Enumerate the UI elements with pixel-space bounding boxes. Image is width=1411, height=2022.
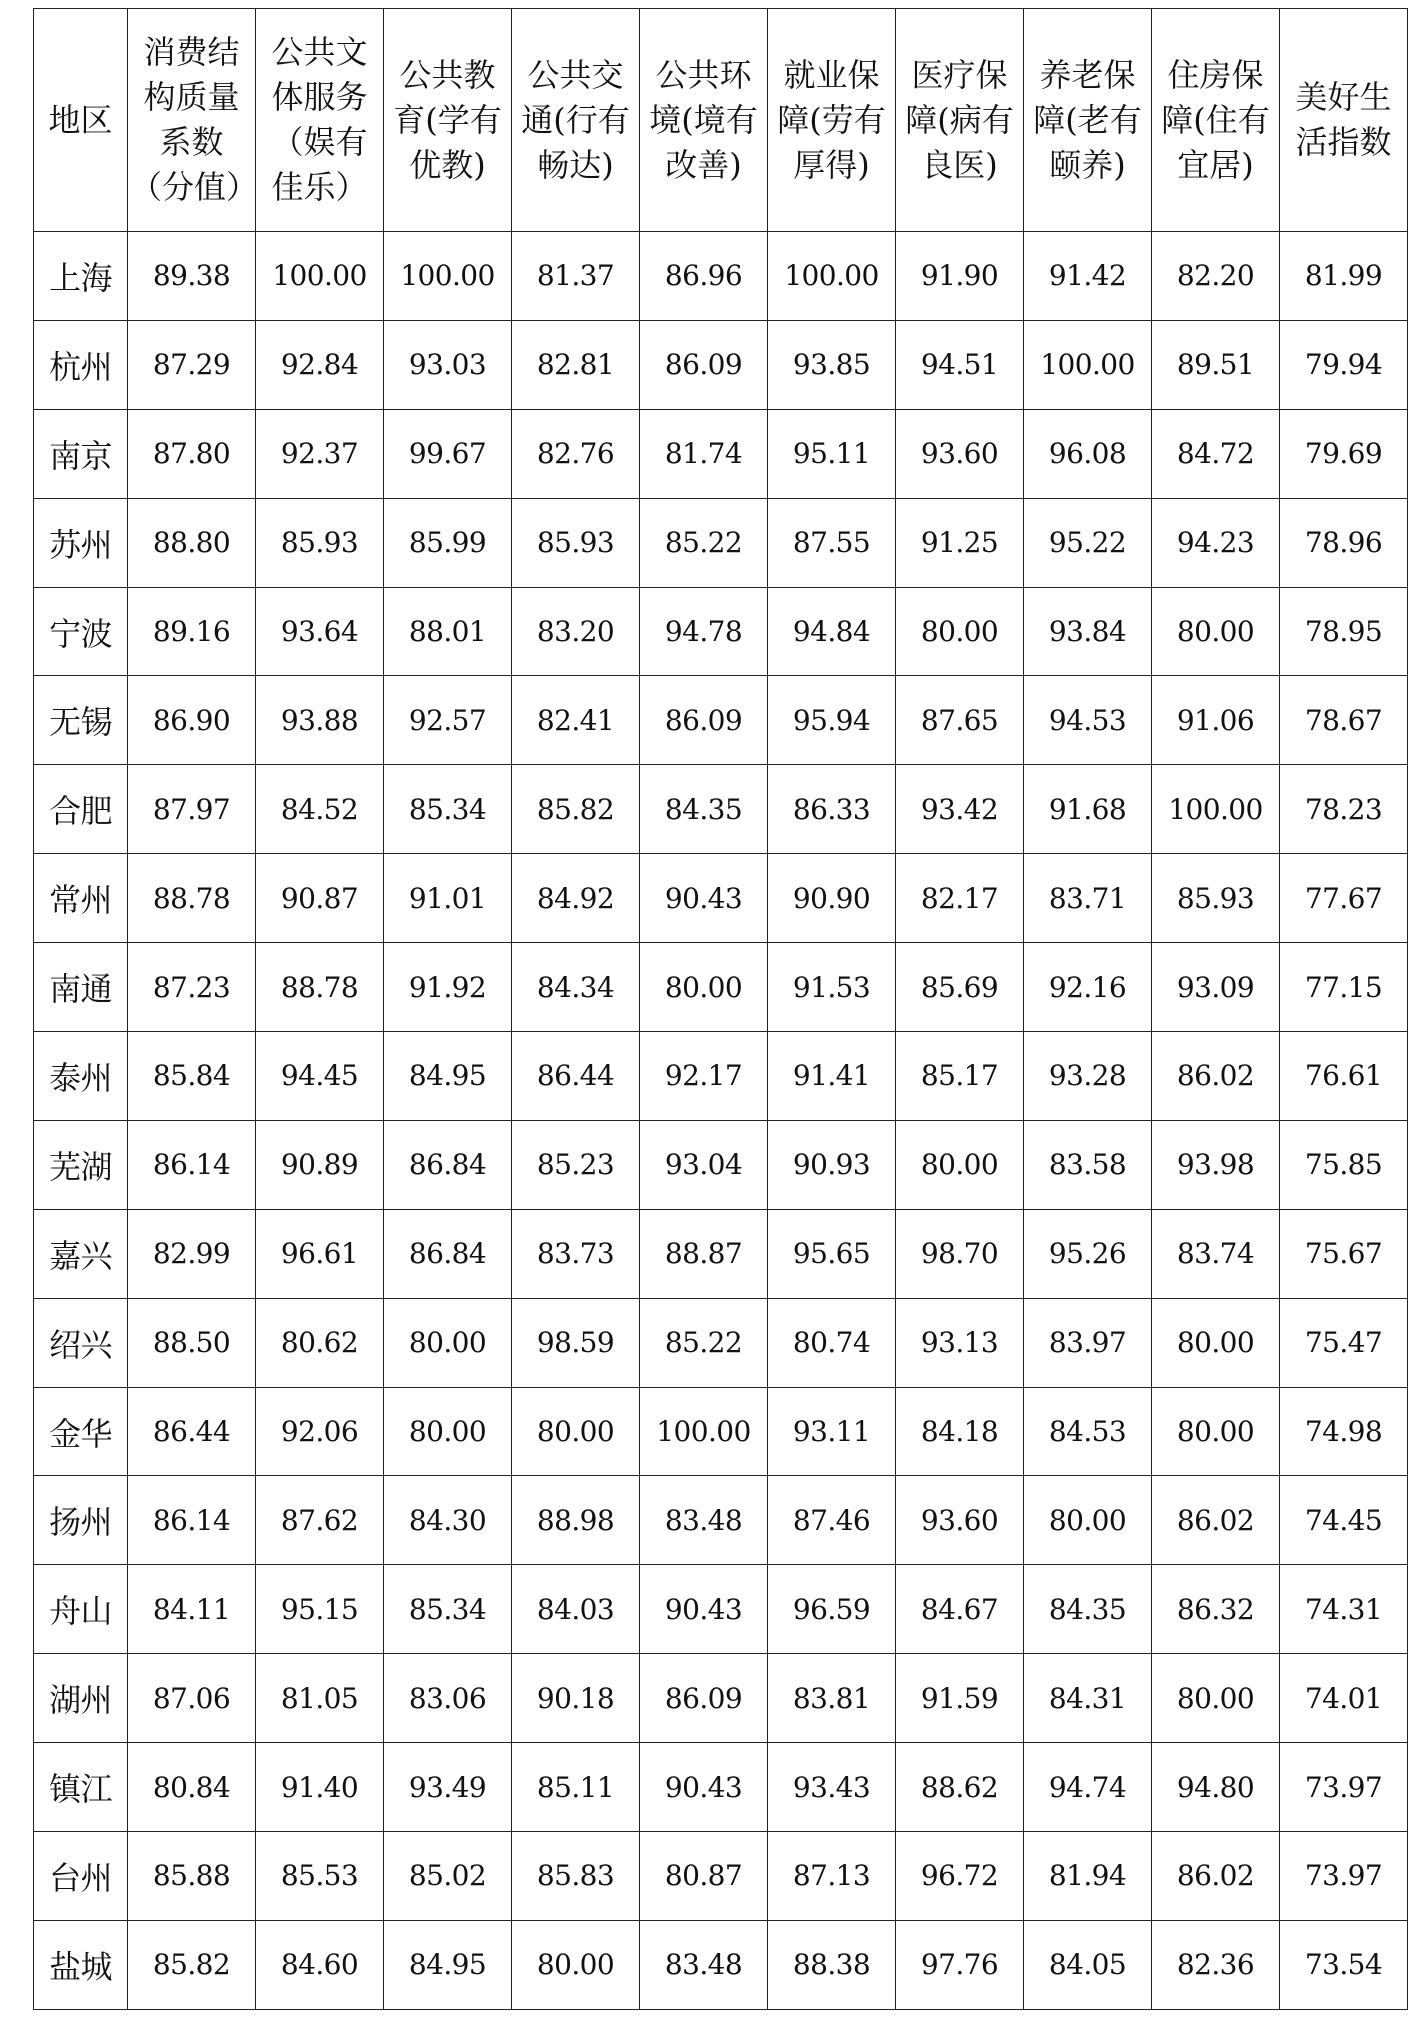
value-cell: 84.18: [896, 1387, 1024, 1476]
value-cell: 84.67: [896, 1565, 1024, 1654]
value-cell: 83.74: [1152, 1209, 1280, 1298]
value-cell: 85.11: [512, 1743, 640, 1832]
value-cell: 96.72: [896, 1832, 1024, 1921]
value-cell: 93.04: [640, 1120, 768, 1209]
value-cell: 85.34: [384, 1565, 512, 1654]
value-cell: 84.35: [640, 765, 768, 854]
value-cell: 80.00: [1152, 587, 1280, 676]
value-cell: 83.48: [640, 1476, 768, 1565]
value-cell: 94.23: [1152, 498, 1280, 587]
value-cell: 93.88: [256, 676, 384, 765]
table-row: [34, 1209, 1408, 1298]
column-header: 公共环境(境有改善): [640, 9, 768, 232]
value-cell: 89.51: [1152, 320, 1280, 409]
value-cell: 90.18: [512, 1654, 640, 1743]
value-cell: 86.02: [1152, 1476, 1280, 1565]
value-cell: 74.01: [1280, 1654, 1408, 1743]
region-cell: 南通: [34, 943, 128, 1032]
value-cell: 93.11: [768, 1387, 896, 1476]
value-cell: 95.15: [256, 1565, 384, 1654]
value-cell: 85.93: [1152, 854, 1280, 943]
value-cell: 74.45: [1280, 1476, 1408, 1565]
column-header: 医疗保障(病有良医): [896, 9, 1024, 232]
value-cell: 83.97: [1024, 1298, 1152, 1387]
value-cell: 96.08: [1024, 409, 1152, 498]
table-row: [34, 1476, 1408, 1565]
value-cell: 87.06: [128, 1654, 256, 1743]
value-cell: 95.22: [1024, 498, 1152, 587]
value-cell: 89.16: [128, 587, 256, 676]
value-cell: 94.53: [1024, 676, 1152, 765]
value-cell: 85.53: [256, 1832, 384, 1921]
region-cell: 泰州: [34, 1032, 128, 1121]
value-cell: 80.62: [256, 1298, 384, 1387]
value-cell: 86.32: [1152, 1565, 1280, 1654]
value-cell: 84.11: [128, 1565, 256, 1654]
value-cell: 84.95: [384, 1032, 512, 1121]
value-cell: 99.67: [384, 409, 512, 498]
value-cell: 86.84: [384, 1209, 512, 1298]
value-cell: 93.28: [1024, 1032, 1152, 1121]
value-cell: 86.84: [384, 1120, 512, 1209]
region-cell: 湖州: [34, 1654, 128, 1743]
region-cell: 台州: [34, 1832, 128, 1921]
region-cell: 绍兴: [34, 1298, 128, 1387]
value-cell: 85.93: [256, 498, 384, 587]
column-header: 公共交通(行有畅达): [512, 9, 640, 232]
value-cell: 81.99: [1280, 232, 1408, 321]
value-cell: 84.52: [256, 765, 384, 854]
value-cell: 96.61: [256, 1209, 384, 1298]
column-header: 公共文体服务（娱有佳乐）: [256, 9, 384, 232]
value-cell: 91.06: [1152, 676, 1280, 765]
header-row: [34, 9, 1408, 232]
value-cell: 86.09: [640, 1654, 768, 1743]
value-cell: 78.67: [1280, 676, 1408, 765]
value-cell: 78.96: [1280, 498, 1408, 587]
value-cell: 84.34: [512, 943, 640, 1032]
value-cell: 93.42: [896, 765, 1024, 854]
region-cell: 嘉兴: [34, 1209, 128, 1298]
value-cell: 90.93: [768, 1120, 896, 1209]
value-cell: 91.53: [768, 943, 896, 1032]
value-cell: 98.59: [512, 1298, 640, 1387]
value-cell: 92.06: [256, 1387, 384, 1476]
table-row: [34, 1120, 1408, 1209]
value-cell: 84.95: [384, 1920, 512, 2009]
value-cell: 84.92: [512, 854, 640, 943]
value-cell: 87.65: [896, 676, 1024, 765]
table-body: [34, 232, 1408, 2010]
value-cell: 80.84: [128, 1743, 256, 1832]
value-cell: 85.22: [640, 498, 768, 587]
value-cell: 77.15: [1280, 943, 1408, 1032]
value-cell: 80.00: [1024, 1476, 1152, 1565]
value-cell: 100.00: [1024, 320, 1152, 409]
value-cell: 83.06: [384, 1654, 512, 1743]
value-cell: 88.78: [256, 943, 384, 1032]
value-cell: 98.70: [896, 1209, 1024, 1298]
value-cell: 82.20: [1152, 232, 1280, 321]
value-cell: 93.13: [896, 1298, 1024, 1387]
value-cell: 87.80: [128, 409, 256, 498]
region-cell: 舟山: [34, 1565, 128, 1654]
value-cell: 75.47: [1280, 1298, 1408, 1387]
value-cell: 90.87: [256, 854, 384, 943]
value-cell: 85.82: [512, 765, 640, 854]
value-cell: 88.38: [768, 1920, 896, 2009]
value-cell: 89.38: [128, 232, 256, 321]
value-cell: 80.87: [640, 1832, 768, 1921]
value-cell: 100.00: [256, 232, 384, 321]
value-cell: 81.37: [512, 232, 640, 321]
table-row: [34, 587, 1408, 676]
value-cell: 93.09: [1152, 943, 1280, 1032]
value-cell: 82.41: [512, 676, 640, 765]
value-cell: 86.44: [128, 1387, 256, 1476]
value-cell: 85.69: [896, 943, 1024, 1032]
region-cell: 南京: [34, 409, 128, 498]
value-cell: 85.82: [128, 1920, 256, 2009]
value-cell: 83.20: [512, 587, 640, 676]
value-cell: 87.46: [768, 1476, 896, 1565]
value-cell: 84.05: [1024, 1920, 1152, 2009]
value-cell: 84.53: [1024, 1387, 1152, 1476]
value-cell: 93.03: [384, 320, 512, 409]
value-cell: 82.76: [512, 409, 640, 498]
value-cell: 88.01: [384, 587, 512, 676]
table-row: [34, 943, 1408, 1032]
value-cell: 94.84: [768, 587, 896, 676]
value-cell: 85.88: [128, 1832, 256, 1921]
value-cell: 86.09: [640, 320, 768, 409]
value-cell: 86.02: [1152, 1032, 1280, 1121]
value-cell: 75.67: [1280, 1209, 1408, 1298]
value-cell: 93.60: [896, 409, 1024, 498]
value-cell: 90.43: [640, 854, 768, 943]
value-cell: 85.22: [640, 1298, 768, 1387]
value-cell: 80.00: [1152, 1387, 1280, 1476]
value-cell: 92.84: [256, 320, 384, 409]
region-cell: 无锡: [34, 676, 128, 765]
table-row: [34, 1654, 1408, 1743]
region-cell: 杭州: [34, 320, 128, 409]
value-cell: 74.98: [1280, 1387, 1408, 1476]
value-cell: 87.13: [768, 1832, 896, 1921]
value-cell: 80.00: [384, 1298, 512, 1387]
value-cell: 86.33: [768, 765, 896, 854]
value-cell: 90.43: [640, 1743, 768, 1832]
value-cell: 80.00: [896, 1120, 1024, 1209]
value-cell: 100.00: [640, 1387, 768, 1476]
region-cell: 芜湖: [34, 1120, 128, 1209]
value-cell: 90.43: [640, 1565, 768, 1654]
value-cell: 80.00: [512, 1387, 640, 1476]
value-cell: 91.68: [1024, 765, 1152, 854]
value-cell: 78.95: [1280, 587, 1408, 676]
value-cell: 86.02: [1152, 1832, 1280, 1921]
table-row: [34, 765, 1408, 854]
value-cell: 73.97: [1280, 1743, 1408, 1832]
table-row: [34, 854, 1408, 943]
table-row: [34, 498, 1408, 587]
value-cell: 85.83: [512, 1832, 640, 1921]
value-cell: 86.09: [640, 676, 768, 765]
column-header: 消费结构质量系数（分值）: [128, 9, 256, 232]
value-cell: 86.14: [128, 1120, 256, 1209]
value-cell: 88.62: [896, 1743, 1024, 1832]
value-cell: 80.00: [512, 1920, 640, 2009]
table-row: [34, 1387, 1408, 1476]
value-cell: 77.67: [1280, 854, 1408, 943]
value-cell: 85.99: [384, 498, 512, 587]
table-row: [34, 1298, 1408, 1387]
region-cell: 盐城: [34, 1920, 128, 2009]
value-cell: 84.60: [256, 1920, 384, 2009]
table-row: [34, 320, 1408, 409]
table-row: [34, 1743, 1408, 1832]
column-header: 地区: [34, 9, 128, 232]
value-cell: 87.97: [128, 765, 256, 854]
region-cell: 扬州: [34, 1476, 128, 1565]
column-header: 公共教育(学有优教): [384, 9, 512, 232]
region-cell: 苏州: [34, 498, 128, 587]
value-cell: 80.00: [640, 943, 768, 1032]
value-cell: 83.73: [512, 1209, 640, 1298]
value-cell: 87.29: [128, 320, 256, 409]
value-cell: 73.97: [1280, 1832, 1408, 1921]
value-cell: 93.85: [768, 320, 896, 409]
value-cell: 95.11: [768, 409, 896, 498]
table-row: [34, 1920, 1408, 2009]
value-cell: 85.84: [128, 1032, 256, 1121]
value-cell: 97.76: [896, 1920, 1024, 2009]
column-header: 住房保障(住有宜居): [1152, 9, 1280, 232]
region-cell: 宁波: [34, 587, 128, 676]
value-cell: 85.02: [384, 1832, 512, 1921]
value-cell: 94.80: [1152, 1743, 1280, 1832]
region-cell: 镇江: [34, 1743, 128, 1832]
table-row: [34, 232, 1408, 321]
value-cell: 87.62: [256, 1476, 384, 1565]
value-cell: 93.49: [384, 1743, 512, 1832]
data-table: [33, 8, 1408, 2010]
value-cell: 78.23: [1280, 765, 1408, 854]
value-cell: 93.60: [896, 1476, 1024, 1565]
value-cell: 74.31: [1280, 1565, 1408, 1654]
value-cell: 88.50: [128, 1298, 256, 1387]
value-cell: 86.44: [512, 1032, 640, 1121]
region-cell: 金华: [34, 1387, 128, 1476]
value-cell: 85.17: [896, 1032, 1024, 1121]
value-cell: 76.61: [1280, 1032, 1408, 1121]
value-cell: 95.26: [1024, 1209, 1152, 1298]
value-cell: 94.74: [1024, 1743, 1152, 1832]
table-row: [34, 409, 1408, 498]
value-cell: 82.99: [128, 1209, 256, 1298]
value-cell: 93.98: [1152, 1120, 1280, 1209]
value-cell: 91.40: [256, 1743, 384, 1832]
value-cell: 100.00: [1152, 765, 1280, 854]
value-cell: 90.90: [768, 854, 896, 943]
value-cell: 87.55: [768, 498, 896, 587]
value-cell: 86.96: [640, 232, 768, 321]
value-cell: 82.36: [1152, 1920, 1280, 2009]
value-cell: 85.93: [512, 498, 640, 587]
value-cell: 81.74: [640, 409, 768, 498]
region-cell: 上海: [34, 232, 128, 321]
value-cell: 93.43: [768, 1743, 896, 1832]
value-cell: 80.00: [384, 1387, 512, 1476]
value-cell: 82.81: [512, 320, 640, 409]
value-cell: 81.05: [256, 1654, 384, 1743]
value-cell: 88.78: [128, 854, 256, 943]
value-cell: 87.23: [128, 943, 256, 1032]
value-cell: 90.89: [256, 1120, 384, 1209]
value-cell: 96.59: [768, 1565, 896, 1654]
value-cell: 91.41: [768, 1032, 896, 1121]
value-cell: 88.87: [640, 1209, 768, 1298]
column-header: 养老保障(老有颐养): [1024, 9, 1152, 232]
column-header: 就业保障(劳有厚得): [768, 9, 896, 232]
value-cell: 84.72: [1152, 409, 1280, 498]
value-cell: 91.25: [896, 498, 1024, 587]
value-cell: 85.23: [512, 1120, 640, 1209]
value-cell: 93.84: [1024, 587, 1152, 676]
value-cell: 84.31: [1024, 1654, 1152, 1743]
region-cell: 常州: [34, 854, 128, 943]
value-cell: 100.00: [768, 232, 896, 321]
value-cell: 91.59: [896, 1654, 1024, 1743]
value-cell: 91.01: [384, 854, 512, 943]
value-cell: 93.64: [256, 587, 384, 676]
value-cell: 88.98: [512, 1476, 640, 1565]
value-cell: 84.30: [384, 1476, 512, 1565]
value-cell: 84.03: [512, 1565, 640, 1654]
value-cell: 73.54: [1280, 1920, 1408, 2009]
value-cell: 95.94: [768, 676, 896, 765]
table-row: [34, 1032, 1408, 1121]
value-cell: 79.69: [1280, 409, 1408, 498]
value-cell: 84.35: [1024, 1565, 1152, 1654]
value-cell: 75.85: [1280, 1120, 1408, 1209]
value-cell: 81.94: [1024, 1832, 1152, 1921]
value-cell: 86.90: [128, 676, 256, 765]
value-cell: 95.65: [768, 1209, 896, 1298]
value-cell: 80.00: [896, 587, 1024, 676]
table-row: [34, 1832, 1408, 1921]
value-cell: 92.16: [1024, 943, 1152, 1032]
value-cell: 88.80: [128, 498, 256, 587]
value-cell: 83.81: [768, 1654, 896, 1743]
value-cell: 80.74: [768, 1298, 896, 1387]
value-cell: 94.51: [896, 320, 1024, 409]
value-cell: 92.17: [640, 1032, 768, 1121]
value-cell: 91.92: [384, 943, 512, 1032]
value-cell: 100.00: [384, 232, 512, 321]
value-cell: 91.42: [1024, 232, 1152, 321]
value-cell: 83.71: [1024, 854, 1152, 943]
value-cell: 79.94: [1280, 320, 1408, 409]
value-cell: 80.00: [1152, 1654, 1280, 1743]
table-row: [34, 1565, 1408, 1654]
column-header: 美好生活指数: [1280, 9, 1408, 232]
table-row: [34, 676, 1408, 765]
value-cell: 94.45: [256, 1032, 384, 1121]
value-cell: 94.78: [640, 587, 768, 676]
value-cell: 83.48: [640, 1920, 768, 2009]
value-cell: 82.17: [896, 854, 1024, 943]
value-cell: 86.14: [128, 1476, 256, 1565]
value-cell: 85.34: [384, 765, 512, 854]
region-cell: 合肥: [34, 765, 128, 854]
value-cell: 92.37: [256, 409, 384, 498]
value-cell: 83.58: [1024, 1120, 1152, 1209]
value-cell: 80.00: [1152, 1298, 1280, 1387]
value-cell: 92.57: [384, 676, 512, 765]
value-cell: 91.90: [896, 232, 1024, 321]
